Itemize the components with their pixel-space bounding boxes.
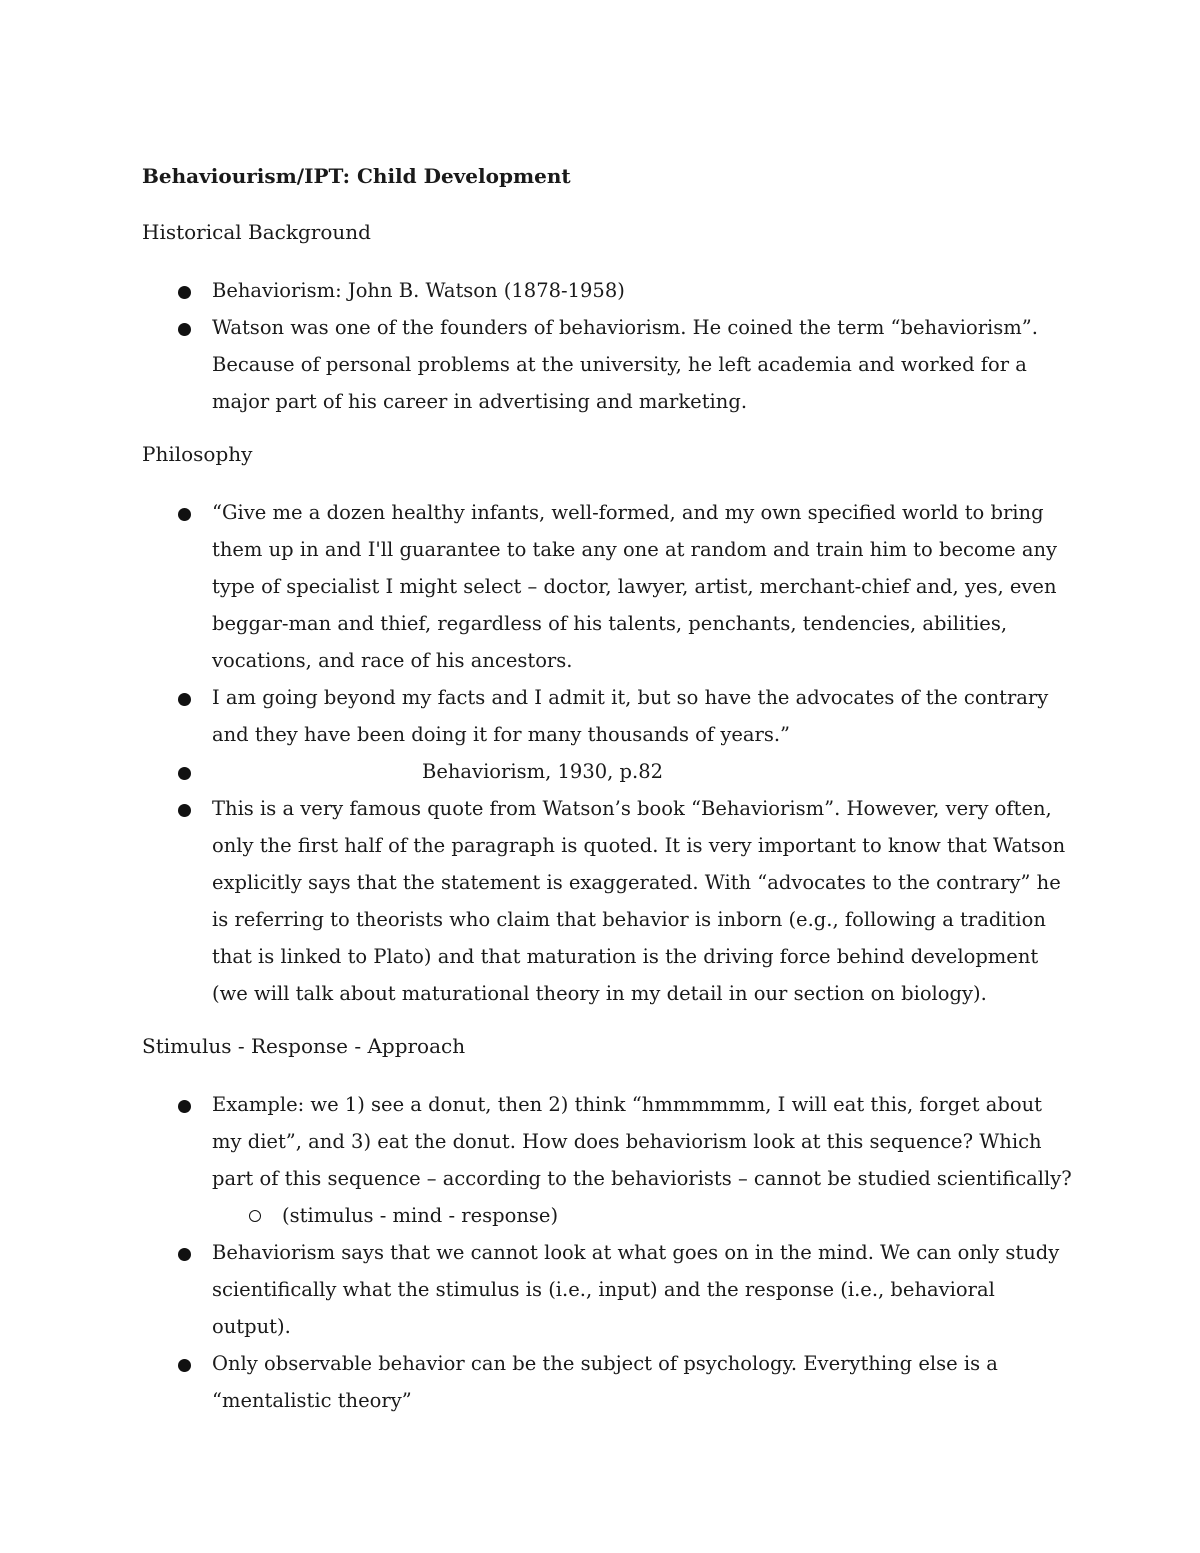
list-item-text: Only observable behavior can be the subject of psychology. Everything else is a “mentalistic theory” (212, 1352, 998, 1412)
philosophy-list (142, 494, 1072, 1012)
list-item-text: “Give me a dozen healthy infants, well-formed, and my own specified world to bring them up in and I'll guarantee to take any one at random and train him to become any type of specialist I might select – doctor, lawyer, artist, merchant-chief and, yes, even beggar-man and thief, regardless of his talents, penchants, tendencies, abilities, vocations, and race of his ancestors. (212, 501, 1058, 672)
bullet-icon (178, 508, 191, 521)
list-item (142, 1086, 1072, 1234)
section-heading-philosophy: Philosophy (142, 442, 253, 466)
bullet-icon (178, 804, 191, 817)
section-heading-historical-background: Historical Background (142, 220, 371, 244)
bullet-icon (178, 1359, 191, 1372)
list-item (142, 494, 1072, 679)
sub-list-item-text: (stimulus - mind - response) (282, 1204, 559, 1227)
bullet-icon (178, 1100, 191, 1113)
bullet-icon (178, 1248, 191, 1261)
bullet-icon (178, 323, 191, 336)
list-item-text: Watson was one of the founders of behaviorism. He coined the term “behaviorism”. Because of personal problems at the university, he left academia and worked for a major part of his career in advertising and marketing. (212, 316, 1038, 413)
hollow-bullet-icon (249, 1210, 261, 1222)
list-item-text: Behaviorism says that we cannot look at what goes on in the mind. We can only study scientifically what the stimulus is (i.e., input) and the response (i.e., behavioral output). (212, 1241, 1060, 1338)
list-item (142, 790, 1072, 1012)
bullet-icon (178, 767, 191, 780)
list-item-text: I am going beyond my facts and I admit it, but so have the advocates of the contrary and they have been doing it for many thousands of years.” (212, 686, 1049, 746)
sub-list (142, 1197, 1072, 1234)
section-heading-stimulus-response: Stimulus - Response - Approach (142, 1034, 466, 1058)
list-item (142, 1345, 1072, 1419)
document-title: Behaviourism/IPT: Child Development (142, 164, 571, 188)
list-item (142, 272, 1072, 309)
list-item (142, 679, 1072, 753)
list-item (142, 753, 1072, 790)
sub-list-item (142, 1197, 1072, 1234)
bullet-icon (178, 286, 191, 299)
list-item (142, 1234, 1072, 1345)
list-item-text: Example: we 1) see a donut, then 2) think “hmmmmmm, I will eat this, forget about my diet”, and 3) eat the donut. How does behaviorism look at this sequence? Which part of this sequence – according to the behaviorists – cannot be studied scientifically? (212, 1093, 1072, 1190)
historical-background-list (142, 272, 1072, 420)
quote-citation: Behaviorism, 1930, p.82 (422, 760, 664, 783)
document-page (142, 160, 1072, 1437)
stimulus-response-list (142, 1086, 1072, 1419)
list-item (142, 309, 1072, 420)
bullet-icon (178, 693, 191, 706)
list-item-text: Behaviorism: John B. Watson (1878-1958) (212, 279, 625, 302)
list-item-text: This is a very famous quote from Watson’s book “Behaviorism”. However, very often, only the first half of the paragraph is quoted. It is very important to know that Watson explicitly says that the statement is exaggerated. With “advocates to the contrary” he is referring to theorists who claim that behavior is inborn (e.g., following a tradition that is linked to Plato) and that maturation is the driving force behind development (we will talk about maturational theory in my detail in our section on biology). (212, 797, 1066, 1005)
